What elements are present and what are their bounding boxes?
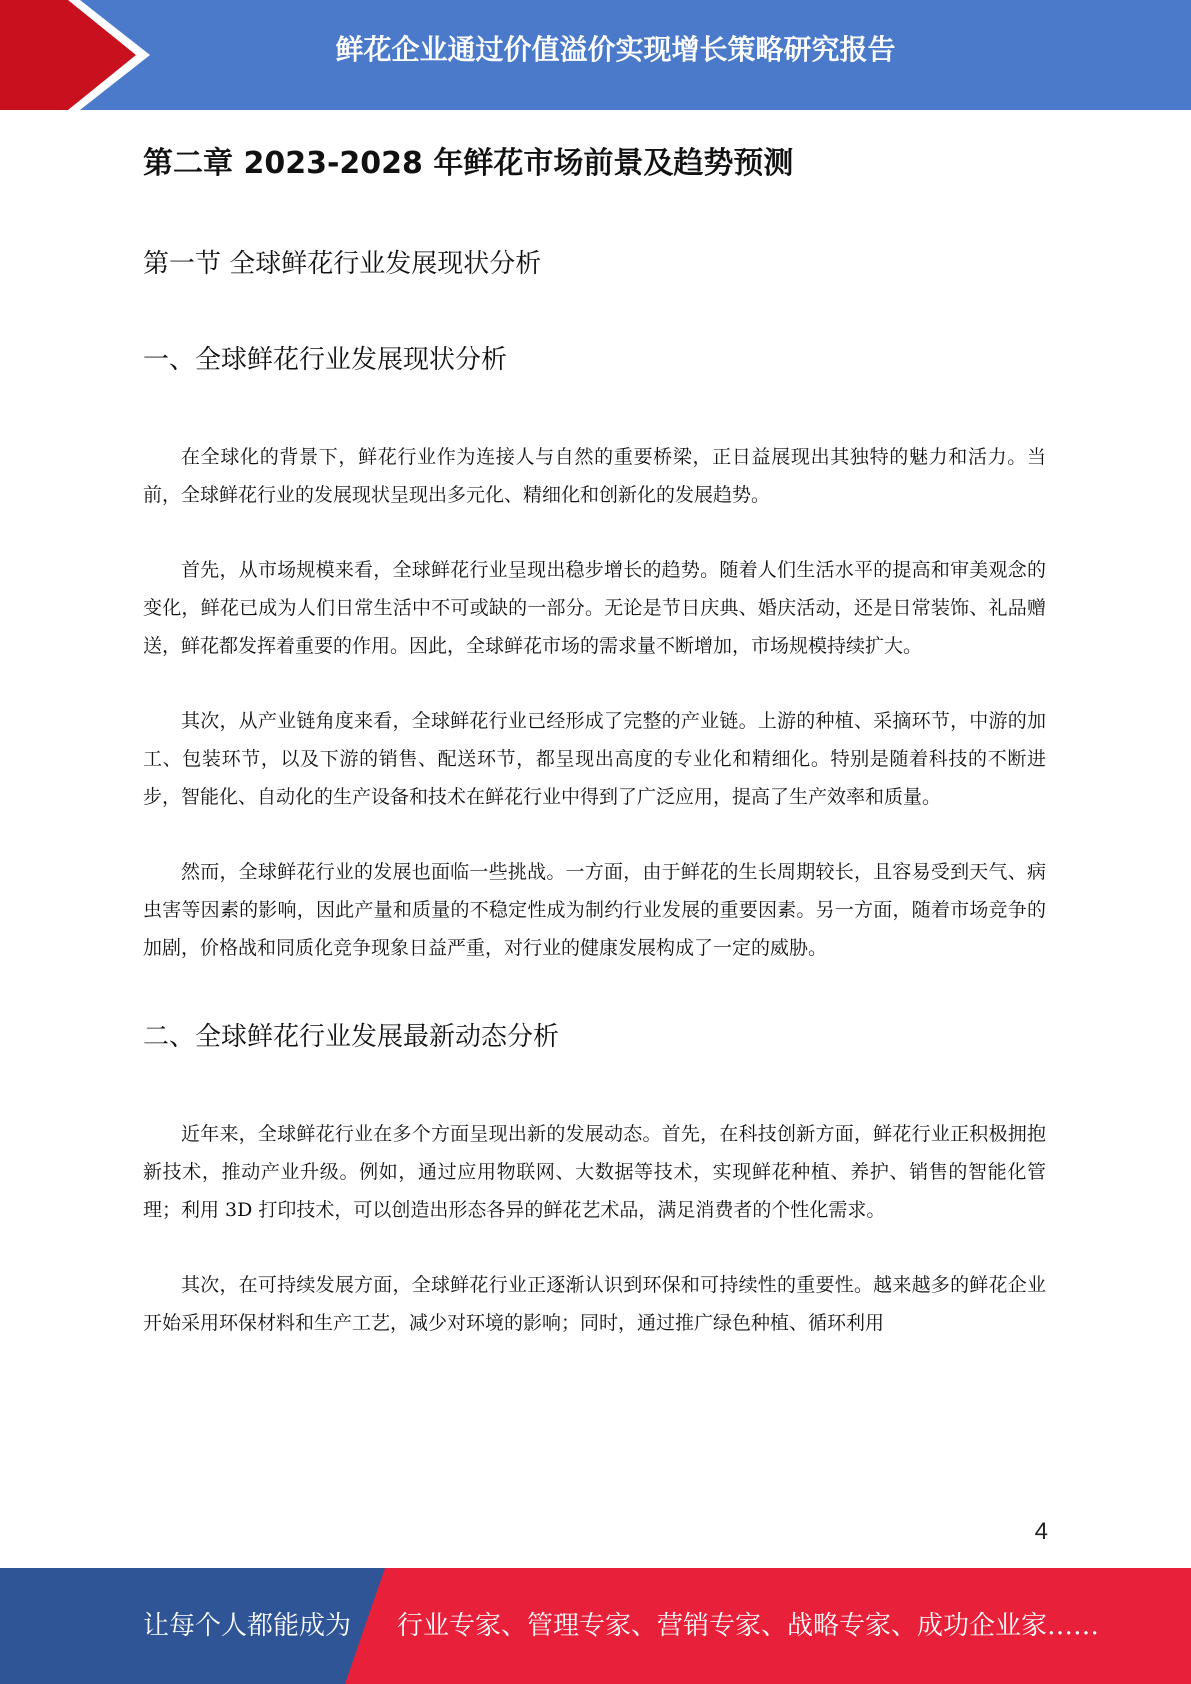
chapter-title: 第二章 2023-2028 年鲜花市场前景及趋势预测 [143,146,794,181]
section-title: 第一节 全球鲜花行业发展现状分析 [143,249,542,279]
document-body [143,110,1046,1342]
page-footer [0,1568,1191,1684]
footer-slogan-left: 让每个人都能成为 [143,1611,352,1641]
paragraph: 其次，从产业链角度来看，全球鲜花行业已经形成了完整的产业链。上游的种植、采摘环节，中游的加工、包装环节，以及下游的销售、配送环节，都呈现出高度的专业化和精细化。特别是随着科技的不断进步，智能化、自动化的生产设备和技术在鲜花行业中得到了广泛应用，提高了生产效率和质量。 [143,710,1046,808]
paragraph: 在全球化的背景下，鲜花行业作为连接人与自然的重要桥梁，正日益展现出其独特的魅力和活力。当前，全球鲜花行业的发展现状呈现出多元化、精细化和创新化的发展趋势。 [143,446,1046,506]
paragraph: 首先，从市场规模来看，全球鲜花行业呈现出稳步增长的趋势。随着人们生活水平的提高和审美观念的变化，鲜花已成为人们日常生活中不可或缺的一部分。无论是节日庆典、婚庆活动，还是日常装饰、礼品赠送，鲜花都发挥着重要的作用。因此，全球鲜花市场的需求量不断增加，市场规模持续扩大。 [143,559,1046,657]
page-number: 4 [1034,1518,1048,1545]
paragraph: 然而，全球鲜花行业的发展也面临一些挑战。一方面，由于鲜花的生长周期较长，且容易受到天气、病虫害等因素的影响，因此产量和质量的不稳定性成为制约行业发展的重要因素。另一方面，随着市场竞争的加剧，价格战和同质化竞争现象日益严重，对行业的健康发展构成了一定的威胁。 [143,861,1046,959]
page-header [0,0,1191,110]
subsection-title-2: 二、全球鲜花行业发展最新动态分析 [143,1022,560,1052]
report-title: 鲜花企业通过价值溢价实现增长策略研究报告 [335,33,896,66]
paragraph: 近年来，全球鲜花行业在多个方面呈现出新的发展动态。首先，在科技创新方面，鲜花行业正积极拥抱新技术，推动产业升级。例如，通过应用物联网、大数据等技术，实现鲜花种植、养护、销售的智能化管理；利用 3D 打印技术，可以创造出形态各异的鲜花艺术品，满足消费者的个性化需求。 [143,1123,1046,1221]
subsection-title-1: 一、全球鲜花行业发展现状分析 [143,345,508,375]
paragraph: 其次，在可持续发展方面，全球鲜花行业正逐渐认识到环保和可持续性的重要性。越来越多的鲜花企业开始采用环保材料和生产工艺，减少对环境的影响；同时，通过推广绿色种植、循环利用 [143,1274,1046,1334]
footer-slogan-right: 行业专家、管理专家、营销专家、战略专家、成功企业家…… [397,1611,1100,1641]
